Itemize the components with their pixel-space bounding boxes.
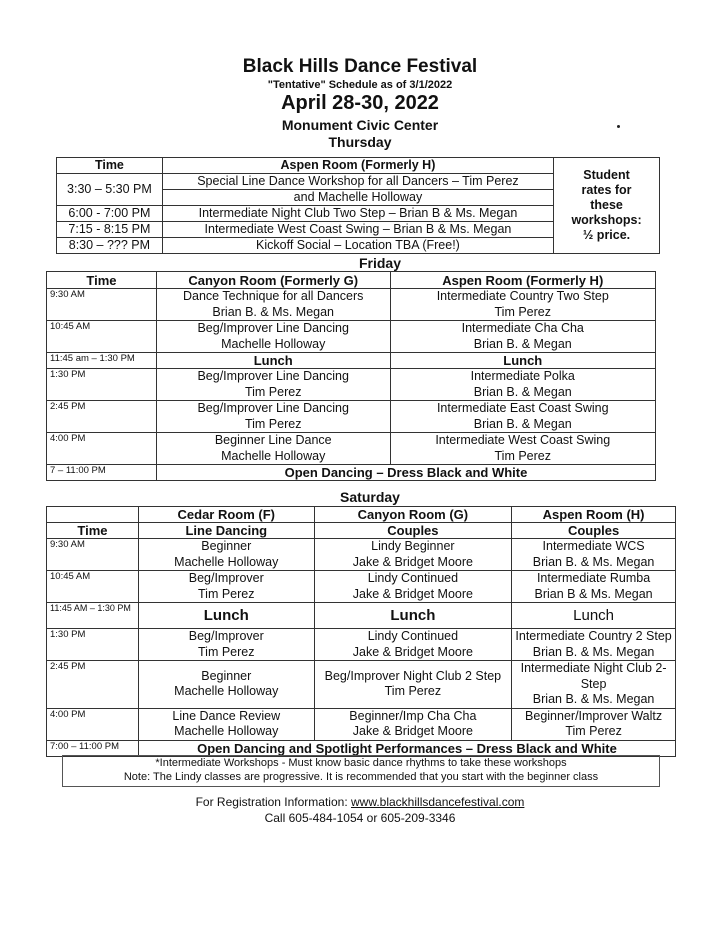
- cedar-cell: [138, 571, 314, 603]
- canyon-cell: [314, 571, 512, 603]
- class-name: Intermediate East Coast Swing: [436, 401, 609, 415]
- table-row: [47, 369, 656, 401]
- table-row: [47, 401, 656, 433]
- time-cell: 3:30 – 5:30 PM: [57, 174, 163, 206]
- lunch-cell: Lunch: [390, 353, 656, 369]
- aspen-room-header: Aspen Room (Formerly H): [390, 272, 656, 289]
- instructor-name: Jake & Bridget Moore: [352, 644, 473, 659]
- student-note-line: Student: [583, 168, 630, 182]
- table-row: [47, 708, 676, 740]
- instructor-name: Machelle Holloway: [174, 554, 279, 569]
- time-cell: 9:30 AM: [47, 539, 139, 571]
- aspen-room-header: Aspen Room (H): [512, 507, 676, 523]
- class-name: Beg/Improver Night Club 2 Step: [324, 668, 502, 683]
- festival-title: Black Hills Dance Festival: [242, 56, 478, 77]
- canyon-cell: [156, 369, 390, 401]
- workshop-notes: [62, 755, 660, 787]
- time-cell: 6:00 - 7:00 PM: [57, 206, 163, 222]
- cedar-cell: [138, 661, 314, 709]
- class-name: Intermediate Cha Cha: [461, 321, 584, 335]
- student-note-line: ½ price.: [582, 228, 631, 242]
- aspen-cell: [390, 289, 656, 321]
- event-cell: Intermediate Night Club Two Step – Brian B & Ms. Megan: [162, 206, 553, 222]
- lunch-cell: Lunch: [512, 603, 676, 629]
- aspen-cell: [512, 708, 676, 740]
- student-note-line: workshops:: [571, 213, 642, 227]
- time-cell: 1:30 PM: [47, 629, 139, 661]
- aspen-cell: [512, 629, 676, 661]
- registration-info: [0, 795, 720, 809]
- time-cell: 4:00 PM: [47, 708, 139, 740]
- instructor-name: Jake & Bridget Moore: [352, 724, 473, 738]
- class-name: Beg/Improver: [188, 571, 264, 585]
- time-cell: 8:30 – ??? PM: [57, 238, 163, 254]
- canyon-cell: [314, 539, 512, 571]
- class-name: Intermediate West Coast Swing: [435, 433, 611, 447]
- instructor-name: Brian B. & Ms. Megan: [212, 304, 334, 319]
- style-header: Couples: [314, 523, 512, 539]
- time-cell: 7:15 - 8:15 PM: [57, 222, 163, 238]
- registration-link[interactable]: www.blackhillsdancefestival.com: [351, 795, 525, 809]
- instructor-name: Tim Perez: [198, 644, 255, 659]
- time-column-header: Time: [47, 523, 139, 539]
- instructor-name: Brian B. & Megan: [473, 416, 572, 431]
- instructor-name: Machelle Holloway: [221, 336, 326, 351]
- canyon-cell: [314, 661, 512, 709]
- student-note-line: these: [590, 198, 623, 212]
- notes-line: *Intermediate Workshops - Must know basic dance rhythms to take these workshops: [155, 757, 567, 769]
- instructor-name: Brian B & Ms. Megan: [534, 586, 653, 601]
- instructor-name: Tim Perez: [494, 304, 551, 319]
- open-dancing-cell: Open Dancing and Spotlight Performances – Dress Black and White: [138, 740, 675, 756]
- table-header-row: [47, 507, 676, 523]
- table-row: [47, 571, 676, 603]
- time-cell: 7:00 – 11:00 PM: [47, 740, 139, 756]
- class-name: Beg/Improver Line Dancing: [197, 369, 349, 383]
- class-name: Beg/Improver Line Dancing: [197, 321, 349, 335]
- instructor-name: Brian B. & Megan: [473, 336, 572, 351]
- schedule-subtitle: "Tentative" Schedule as of 3/1/2022: [267, 79, 453, 91]
- style-header: Couples: [512, 523, 676, 539]
- canyon-cell: [314, 708, 512, 740]
- lunch-cell: Lunch: [314, 603, 512, 629]
- table-header-row: [47, 272, 656, 289]
- event-cell: Kickoff Social – Location TBA (Free!): [162, 238, 553, 254]
- time-cell: 2:45 PM: [47, 401, 157, 433]
- instructor-name: Tim Perez: [244, 416, 302, 431]
- saturday-heading: Saturday: [340, 489, 400, 505]
- event-cell: and Machelle Holloway: [162, 190, 553, 206]
- student-note-line: rates for: [581, 183, 632, 197]
- instructor-name: Brian B. & Ms. Megan: [532, 692, 655, 706]
- phone-info: Call 605-484-1054 or 605-209-3346: [264, 811, 456, 825]
- class-name: Beginner: [201, 668, 252, 683]
- instructor-name: Tim Perez: [565, 724, 622, 738]
- time-cell: 9:30 AM: [47, 289, 157, 321]
- time-column-header: Time: [47, 272, 157, 289]
- registration-label: For Registration Information:: [195, 795, 351, 809]
- class-name: Intermediate Country 2 Step: [515, 629, 672, 643]
- table-header-row: [47, 523, 676, 539]
- time-cell: 7 – 11:00 PM: [47, 465, 157, 481]
- table-row: [47, 629, 676, 661]
- class-name: Intermediate WCS: [542, 539, 645, 553]
- class-name: Beginner/Improver Waltz: [525, 708, 663, 723]
- table-row: [47, 740, 676, 756]
- open-dancing-cell: Open Dancing – Dress Black and White: [156, 465, 655, 481]
- stray-dot: [617, 125, 620, 128]
- class-name: Line Dance Review: [172, 708, 281, 723]
- blank-header-cell: [47, 507, 139, 523]
- instructor-name: Jake & Bridget Moore: [352, 554, 473, 569]
- cedar-cell: [138, 629, 314, 661]
- student-rates-note: [554, 158, 660, 254]
- notes-line: Note: The Lindy classes are progressive. It is recommended that you start with the beginner class: [123, 771, 599, 783]
- aspen-cell: [390, 321, 656, 353]
- class-name: Intermediate Rumba: [536, 571, 651, 585]
- time-cell: 4:00 PM: [47, 433, 157, 465]
- class-name: Beginner: [201, 539, 252, 553]
- class-name: Beginner Line Dance: [214, 433, 332, 447]
- table-header-row: [57, 158, 660, 174]
- cedar-cell: [138, 539, 314, 571]
- aspen-cell: [390, 433, 656, 465]
- event-cell: Intermediate West Coast Swing – Brian B & Ms. Megan: [162, 222, 553, 238]
- class-name: Lindy Continued: [367, 629, 459, 643]
- thursday-heading: Thursday: [328, 134, 392, 150]
- instructor-name: Machelle Holloway: [174, 684, 279, 699]
- canyon-cell: [156, 321, 390, 353]
- friday-heading: Friday: [340, 255, 420, 271]
- instructor-name: Machelle Holloway: [221, 448, 326, 463]
- table-row: [47, 353, 656, 369]
- cedar-room-header: Cedar Room (F): [138, 507, 314, 523]
- room-column-header: Aspen Room (Formerly H): [162, 158, 553, 174]
- instructor-name: Tim Perez: [244, 384, 302, 399]
- time-cell: 2:45 PM: [47, 661, 139, 709]
- canyon-cell: [156, 289, 390, 321]
- class-name: Intermediate Polka: [470, 369, 575, 383]
- instructor-name: Tim Perez: [384, 684, 442, 699]
- time-cell: 11:45 AM – 1:30 PM: [47, 603, 139, 629]
- aspen-cell: [512, 539, 676, 571]
- table-row: [47, 289, 656, 321]
- class-name: Lindy Continued: [367, 571, 459, 585]
- time-cell: 1:30 PM: [47, 369, 157, 401]
- lunch-cell: Lunch: [156, 353, 390, 369]
- instructor-name: Brian B. & Megan: [473, 384, 572, 399]
- table-row: [47, 661, 676, 709]
- thursday-schedule-table: [56, 157, 660, 254]
- canyon-cell: [156, 401, 390, 433]
- event-cell: Special Line Dance Workshop for all Dancers – Tim Perez: [162, 174, 553, 190]
- instructor-name: Jake & Bridget Moore: [352, 586, 473, 601]
- class-name: Lindy Beginner: [371, 539, 455, 553]
- table-row: [47, 321, 656, 353]
- friday-schedule-table: [46, 271, 656, 481]
- class-name: Dance Technique for all Dancers: [183, 289, 364, 303]
- instructor-name: Tim Perez: [494, 448, 551, 463]
- class-name: Intermediate Country Two Step: [436, 289, 609, 303]
- instructor-name: Tim Perez: [198, 586, 255, 601]
- time-cell: 11:45 am – 1:30 PM: [47, 353, 157, 369]
- aspen-cell: [390, 369, 656, 401]
- instructor-name: Brian B. & Ms. Megan: [532, 644, 655, 659]
- time-cell: 10:45 AM: [47, 571, 139, 603]
- table-row: [47, 539, 676, 571]
- canyon-room-header: Canyon Room (Formerly G): [156, 272, 390, 289]
- venue-name: Monument Civic Center: [281, 117, 439, 133]
- class-name: Intermediate Night Club 2-Step: [520, 661, 667, 691]
- class-name: Beg/Improver: [188, 629, 264, 643]
- saturday-schedule-table: [46, 506, 676, 757]
- canyon-cell: [156, 433, 390, 465]
- class-name: Beg/Improver Line Dancing: [197, 401, 349, 415]
- canyon-room-header: Canyon Room (G): [314, 507, 512, 523]
- festival-dates: April 28-30, 2022: [281, 92, 439, 114]
- time-column-header: Time: [57, 158, 163, 174]
- aspen-cell: [512, 661, 676, 709]
- canyon-cell: [314, 629, 512, 661]
- lunch-cell: Lunch: [138, 603, 314, 629]
- style-header: Line Dancing: [138, 523, 314, 539]
- aspen-cell: [512, 571, 676, 603]
- class-name: Beginner/Imp Cha Cha: [349, 708, 477, 723]
- table-row: [47, 465, 656, 481]
- instructor-name: Brian B. & Ms. Megan: [532, 554, 655, 569]
- aspen-cell: [390, 401, 656, 433]
- table-row: [47, 603, 676, 629]
- cedar-cell: [138, 708, 314, 740]
- instructor-name: Machelle Holloway: [174, 724, 279, 738]
- time-cell: 10:45 AM: [47, 321, 157, 353]
- table-row: [47, 433, 656, 465]
